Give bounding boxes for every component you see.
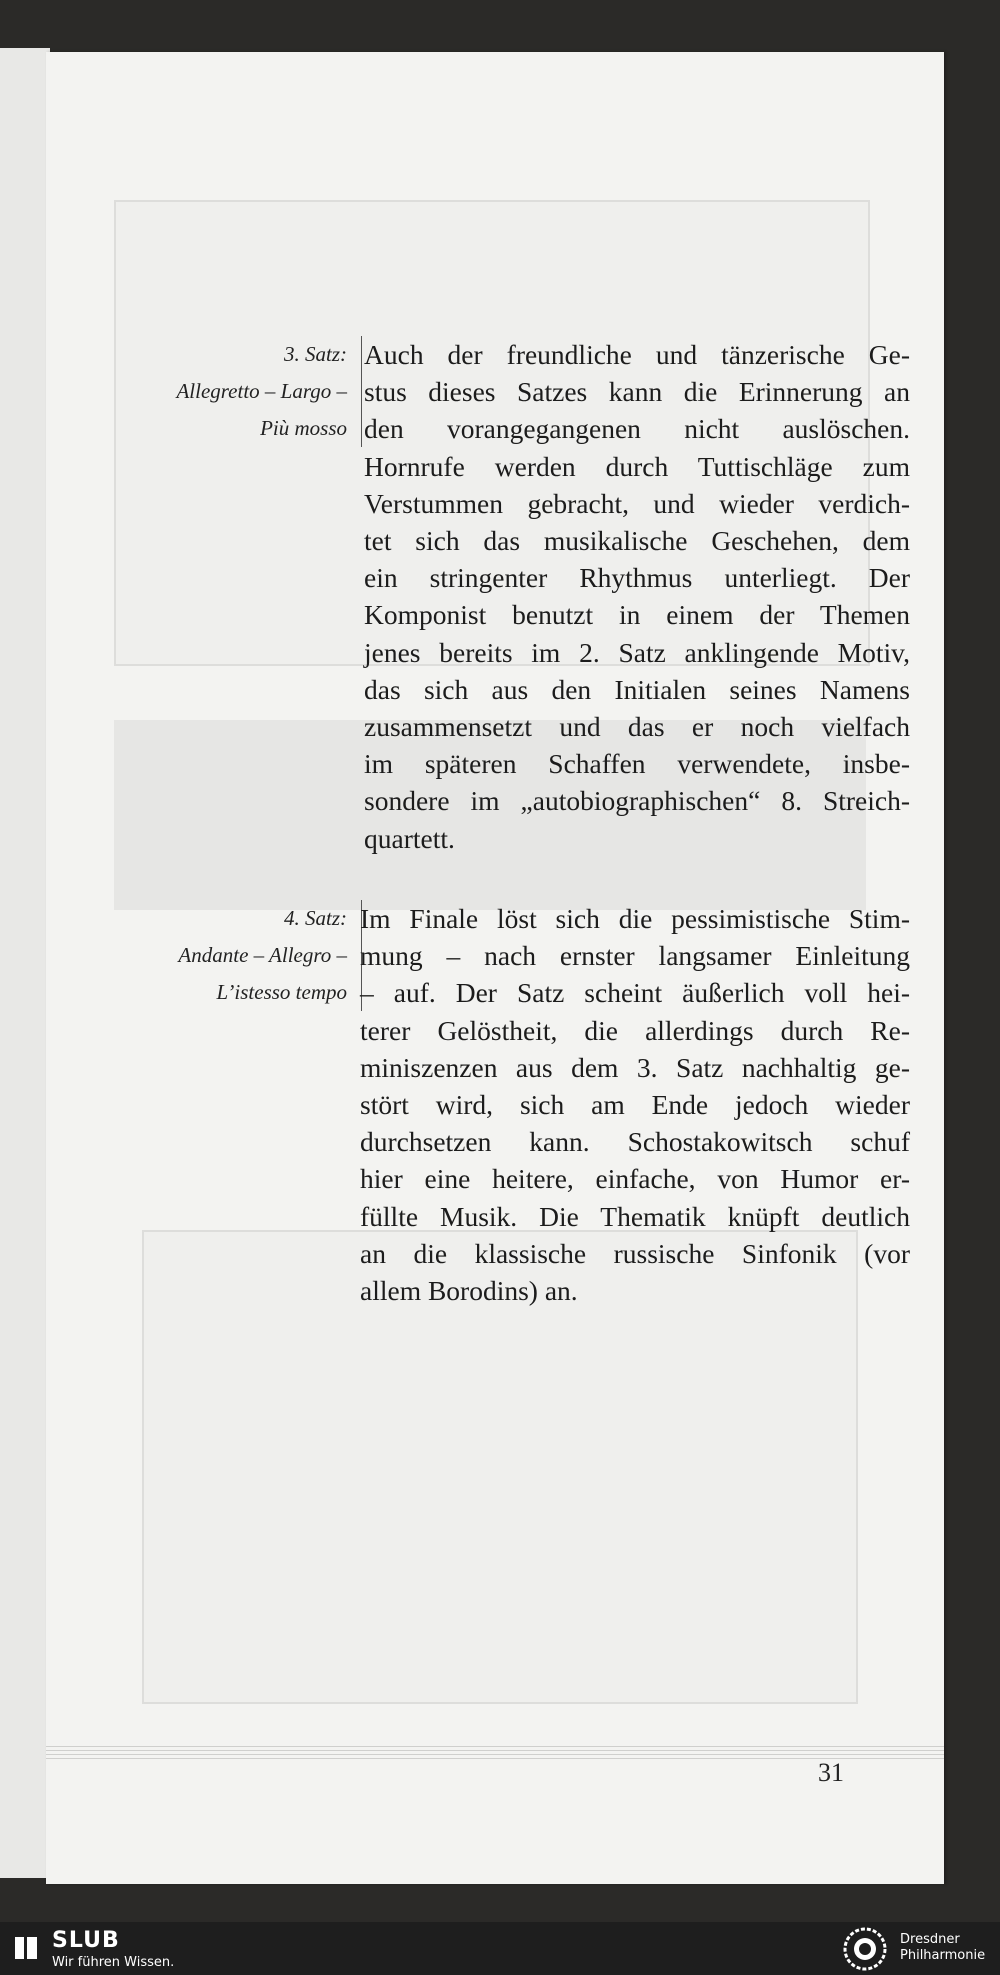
movement-4-label-line: 4. Satz: — [284, 906, 347, 930]
slub-logo-icon — [12, 1934, 40, 1962]
text-line: miniszenzen aus dem 3. Satz nachhaltig ge- — [360, 1051, 910, 1083]
text-line: Hornrufe werden durch Tuttischläge zum — [364, 450, 910, 482]
text-line: Auch der freundliche und tänzerische Ge- — [364, 339, 910, 370]
text-line: Komponist benutzt in einem der Themen — [364, 599, 910, 631]
movement-3-text — [364, 336, 910, 857]
text-line: tet sich das musikalische Geschehen, dem — [364, 525, 910, 557]
text-line: Im Finale löst sich die pessimistische Stim- — [360, 903, 910, 934]
partner-name-line: Philharmonie — [900, 1948, 986, 1963]
movement-3-label-line: Allegretto – Largo – — [176, 379, 347, 403]
text-line: füllte Musik. Die Thematik knüpft deutlich — [360, 1200, 910, 1232]
footer-bar — [0, 1922, 1000, 1975]
movement-4-text — [360, 900, 910, 1309]
library-tagline: Wir führen Wissen. — [52, 1955, 175, 1970]
text-line: das sich aus den Initialen seines Namens — [364, 673, 910, 705]
document-page — [46, 52, 944, 1884]
text-line: den vorangegangenen nicht auslöschen. — [364, 413, 910, 445]
page-rules — [46, 1746, 944, 1760]
text-line: an die klassische russische Sinfonik (vor — [360, 1237, 910, 1269]
movement-3-label-line: Più mosso — [260, 416, 347, 440]
text-line: ein stringenter Rhythmus unterliegt. Der — [364, 562, 910, 594]
partner-name — [900, 1932, 985, 1964]
page-number: 31 — [818, 1758, 844, 1787]
text-line: Verstummen gebracht, und wieder verdich- — [364, 487, 910, 519]
text-line: jenes bereits im 2. Satz anklingende Motiv, — [364, 636, 910, 668]
library-name: SLUB — [52, 1928, 120, 1953]
text-line: quartett. — [364, 822, 455, 854]
text-line: zusammensetzt und das er noch vielfach — [364, 711, 910, 743]
movement-4-label — [178, 900, 362, 1011]
text-line: hier eine heitere, einfache, von Humor er- — [360, 1163, 910, 1195]
text-line: – auf. Der Satz scheint äußerlich voll hei- — [360, 977, 910, 1009]
text-line: stört wird, sich am Ende jedoch wieder — [360, 1089, 910, 1121]
movement-3-label — [176, 336, 362, 447]
text-line: im späteren Schaffen verwendete, insbe- — [364, 748, 910, 780]
text-line: terer Gelöstheit, die allerdings durch Re- — [360, 1014, 910, 1046]
text-line: durchsetzen kann. Schostakowitsch schuf — [360, 1126, 910, 1158]
movement-4-label-line: Andante – Allegro – — [178, 943, 347, 967]
partner-name-line: Dresdner — [900, 1932, 960, 1947]
adjacent-page-edge — [0, 48, 50, 1878]
text-line: sondere im „autobiographischen“ 8. Streich- — [364, 785, 910, 817]
text-line: allem Borodins) an. — [360, 1275, 578, 1307]
text-line: stus dieses Satzes kann die Erinnerung an — [364, 376, 910, 408]
text-line: mung – nach ernster langsamer Einleitung — [360, 940, 910, 972]
movement-4-label-line: L’istesso tempo — [216, 980, 347, 1004]
movement-3-label-line: 3. Satz: — [284, 342, 347, 366]
philharmonie-logo-icon — [842, 1926, 888, 1972]
